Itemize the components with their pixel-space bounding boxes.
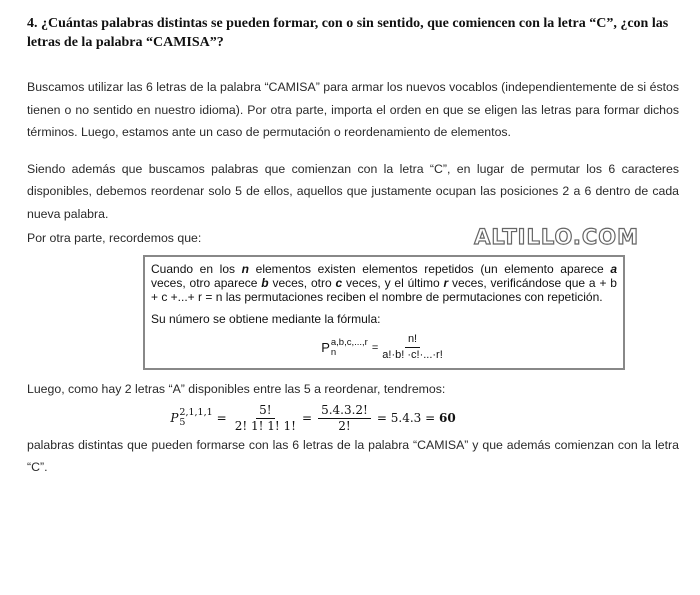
paragraph-reasoning: Siendo además que buscamos palabras que comienzan con la letra “C”, en lugar de permutar los 6 caracteres disponibles, debemos reordenar solo 5 de ellos, aquellos que justamente ocupan las posiciones 2 a 6 dentro de cada nueva palabra. xyxy=(27,161,679,221)
paragraph-conclusion: palabras distintas que pueden formarse con las 6 letras de la palabra “CAMISA” y que además comienzan con la letra “C”. xyxy=(27,437,679,474)
paragraph-application: Luego, como hay 2 letras “A” disponibles entre las 5 a reordenar, tendremos: xyxy=(27,382,446,396)
paragraph-recall: Por otra parte, recordemos que: xyxy=(27,230,202,245)
paragraph-intro: Buscamos utilizar las 6 letras de la palabra “CAMISA” para armar los nuevos vocablos (independientemente de si éstos tienen o no sentido en nuestro idioma). Por otra parte, importa el orden en que se eligen las letras para formar dichos términos. Luego, estamos ante un caso de permutación o reordenamiento de elementos. xyxy=(27,80,679,139)
definition-text: Cuando en los n elementos existen elementos repetidos (un elemento aparece a veces, otro aparece b veces, otro c veces, y el último r veces, verificándose que a + b + c +...+ r = n las permutaciones reciben el nombre de permutaciones con repetición. xyxy=(151,262,617,304)
formula-intro: Su número se obtiene mediante la fórmula: xyxy=(151,312,381,326)
altillo-logo: ALTILLO.COM xyxy=(474,225,639,249)
recall-row xyxy=(27,225,679,249)
general-formula: P a,b,c,...,r n = $\frac{n!}{a!\cdot b! \cdot c!\cdot...\cdot r!}$ xyxy=(321,333,443,361)
question-title: 4. ¿Cuántas palabras distintas se pueden formar, con o sin sentido, que comiencen con la letra “C”, ¿con las letras de la palabra “CAMISA”? xyxy=(27,16,669,50)
computation-formula: P 2,1,1,1 5 = $\frac{5!}{2! 1! 1! 1!}$ = $\frac{5.4.3.2!}{2!}$ = 5.4.3 = 60 xyxy=(170,402,456,433)
definition-box xyxy=(143,255,625,370)
